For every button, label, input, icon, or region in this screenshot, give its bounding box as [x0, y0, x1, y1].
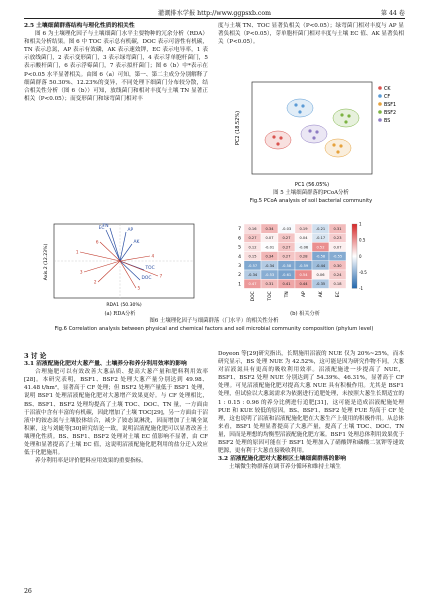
- heatmap-cell-value: 0.15: [248, 254, 257, 259]
- heatmap-cell-value: -0.44: [315, 263, 326, 268]
- running-header: [24, 6, 405, 19]
- pcoa-point-bs-1: [308, 129, 311, 132]
- pcoa-legend-label-cf: CF: [384, 94, 391, 100]
- pcoa-point-bsf1-1: [332, 143, 335, 146]
- heatmap-cell-value: 0.16: [248, 227, 257, 231]
- heatmap-col-label-doc: DOC: [251, 291, 256, 302]
- pcoa-legend-marker-bs: [378, 118, 382, 122]
- pcoa-legend-marker-cf: [378, 94, 382, 98]
- heatmap-cell-value: -0.58: [281, 263, 292, 268]
- pcoa-point-bsf2-3: [344, 120, 347, 123]
- pcoa-ellipse-bsf2: [333, 109, 359, 127]
- heatmap-col-label-ak: AK: [319, 291, 324, 298]
- heatmap-cell-value: 0.52: [316, 245, 325, 250]
- heatmap-cell-value: -0.03: [281, 227, 292, 231]
- pcoa-ylabel: PC2 (18.52%): [235, 110, 241, 146]
- pcoa-point-bsf1-2: [339, 144, 342, 147]
- heatmap-cell-value: 0.28: [299, 254, 308, 259]
- heatmap-cell-value: 0.31: [333, 227, 342, 231]
- pcoa-legend-label-bsf1: BSF1: [384, 102, 397, 108]
- heatmap-cell-value: 0.06: [316, 273, 325, 277]
- figure6a-label: (a) RDA分析: [104, 311, 136, 317]
- heatmap-colorbar: [352, 224, 357, 288]
- colorbar-tick-label: 0.5: [359, 237, 366, 243]
- colorbar-tick-label: 0: [359, 253, 362, 259]
- right-column-bottom: [218, 350, 404, 471]
- pcoa-point-bs-2: [315, 130, 318, 133]
- rda-env-label-tn: TN: [102, 224, 109, 229]
- rda-ylabel: Axis.2 (12.23%): [44, 243, 49, 281]
- rda-species-label-5: 5: [137, 285, 141, 291]
- heatmap-cell-value: 0.18: [333, 282, 342, 287]
- subsection-heading-3-2: 3.2 沼液配施化肥对大葱根区土壤细菌群落的影响: [218, 456, 347, 463]
- heatmap-cell-value: -0.34: [264, 263, 275, 268]
- rda-env-label-ak: AK: [133, 240, 140, 245]
- heatmap-cell-value: 0.04: [299, 236, 308, 241]
- heatmap-cell-value: 0.23: [333, 236, 342, 241]
- volume-label: 第 44 卷: [380, 10, 405, 17]
- page-number: 26: [24, 588, 32, 595]
- rda-species-label-2: 2: [93, 279, 97, 285]
- subsection-heading-3-1: 3.1 沼液配施化肥对大葱产量、土壤养分和养分利用效率的影响: [24, 361, 187, 368]
- pcoa-point-cf-2: [301, 104, 304, 107]
- heatmap-cell-value: 0.19: [299, 227, 308, 231]
- figure6b-label: (b) 相关分析: [290, 311, 320, 317]
- pcoa-point-cf-3: [298, 110, 301, 113]
- heatmap-cell-value: 0.07: [265, 236, 274, 241]
- heatmap-row-label-5: 5: [238, 245, 241, 251]
- heatmap-cell-value: -0.35: [315, 282, 326, 287]
- rda-species-label-4: 4: [151, 253, 155, 259]
- rda-env-label-ec: EC: [98, 226, 105, 231]
- figure5-caption-en: Fig.5 PCoA analysis of soil bacterial community: [249, 197, 373, 204]
- pcoa-legend-marker-bsf1: [378, 102, 382, 106]
- heatmap-cell-value: 0.54: [299, 273, 308, 277]
- heatmap-cell-value: -0.57: [247, 263, 258, 268]
- heatmap-cell-value: -0.21: [315, 227, 326, 231]
- heatmap-cell-value: 0.27: [282, 254, 291, 259]
- figure5-caption-cn: 图 5 土壤细菌群落的PCoA分析: [273, 190, 349, 196]
- heatmap-cell-value: -0.55: [332, 254, 343, 259]
- journal-name: 灌溉排水学报 http://www.ggpsxb.com: [158, 10, 271, 17]
- heatmap-col-label-toc: TOC: [268, 291, 273, 301]
- paragraph-3-1: 合理施肥可以有效改善大葱品质、提高大葱产量和肥料利用效率[28]。本研究表明，BSF1、BSF2 处理大葱产量分别达到 49.98、41.48 t/hm²，显著高于 CF 处理；但 BSF2 处理产量低于 BSF1 处理，说明 BSF1 处理沼液配施化肥对大葱增产效果更好。与 CF 处理相比，BS、BSF1、BSF2 处理均提高了土壤 TOC、DOC、TN 量，一方面由于沼液中含有丰富的有机碳，因此增加了土壤 TOC[29]，另一方面由于沼液中的铵态氮与土壤胶体结合，减少了铵态氮淋洗，因而增加了土壤全氮积累，这与刘蜓等[30]研究结论一致，说明沼液配施化肥可以显著改善土壤理化性质。BS、BSF1、BSF2 处理对土壤 EC 值影响不显著，由 CF 处理和显著提高了土壤 EC 值，这说明沼液配施化肥利用的盐分迁入效应低于化肥施用。: [24, 369, 208, 457]
- heatmap-cell-value: 0.27: [282, 236, 291, 241]
- rda-env-label-doc: DOC: [141, 276, 152, 281]
- heatmap-cell-value: -0.58: [315, 254, 326, 259]
- pcoa-legend: [378, 86, 396, 124]
- pcoa-legend-marker-ck: [378, 86, 382, 90]
- colorbar-tick-label: 1: [359, 222, 362, 227]
- colorbar-tick-label: -0.5: [359, 269, 367, 275]
- pcoa-point-ck-3: [276, 142, 279, 145]
- heatmap-row-label-3: 3: [238, 264, 241, 269]
- rda-species-label-1: 1: [75, 249, 79, 255]
- pcoa-point-bsf2-2: [347, 114, 350, 117]
- pcoa-point-bsf1-3: [336, 150, 339, 153]
- paragraph-3-1-continued: Doyeon 等[29]研究指出，长期施用沼液的 NUE 仅为 20%~25%，而本研究显示，BS 处理 NUE 为 42.52%，这可能是因为研究作物不同，大葱对沼液氮具有更高的吸收利用效率。沼液配施进一步提高了 NUE，BSF1、BSF2 处理 NUE 分别达到了 54.39%、46.31%，显著高于 CF 处理。可见沼液配施化肥对提高大葱 NUE 具有积极作用。尤其是 BSF1 处理，但试验以大葱氮需求为依据进行追肥处理，未按照大葱生长期适宜的 1 : 0.15 : 0.96 的养分比例进行追肥[31]，这可能是造成沼液配施处理 PUE 和 KUE 较低的原因。BS、BSF1、BSF2 处理 FUE 均高于 CF 处理，这也说明了沼液和沼液配施化肥在大葱生产上使用的积极作用。从总体来看，BSF1 处理显著提高了大葱产量，提高了土壤 TOC、DOC、TN 量，因而是理想的均衡型沼液配施化肥方案。BSF1 处理总体利用效果优于 BSF2 处理的原因可能在于 BSF1 处理加入了硝酸钾和磷酸二氢钾等速效肥源，更有利于大葱直接吸收利用。: [218, 351, 404, 455]
- pcoa-point-cf-1: [294, 103, 297, 106]
- heatmap-cell-value: 0.47: [248, 282, 257, 287]
- pcoa-figure: [230, 78, 410, 190]
- heatmap-cell-value: 0.31: [265, 282, 274, 287]
- pcoa-legend-label-ck: CK: [384, 86, 391, 92]
- paragraph-3-2: 土壤微生物群落在调节养分循环和维持土壤生: [229, 464, 341, 471]
- heatmap-cell-value: -0.61: [281, 273, 292, 277]
- heatmap-col-label-ap: AP: [302, 291, 307, 298]
- heatmap-cell-value: 0.12: [248, 245, 257, 250]
- heatmap-cell-value: 0.07: [333, 245, 342, 250]
- heatmap-row-label-4: 4: [238, 254, 241, 260]
- rda-env-label-ap: AP: [127, 228, 134, 233]
- heatmap-cell-value: -0.06: [298, 245, 309, 250]
- pcoa-legend-label-bs: BS: [384, 118, 391, 124]
- heatmap-row-label-2: 2: [238, 273, 241, 279]
- section-heading-2-5: 2.5 土壤细菌群落结构与理化性质的相关性: [24, 23, 135, 29]
- pcoa-ellipse-bsf1: [325, 139, 351, 157]
- paragraph-3-1-b: 养分利用率是评价肥料应用效果的重要指标。: [35, 458, 147, 465]
- heatmap-cell-value: -0.53: [264, 273, 275, 277]
- left-column-bottom: [24, 350, 208, 465]
- pcoa-legend-label-bsf2: BSF2: [384, 110, 397, 116]
- heatmap-cell-value: 0.24: [333, 273, 342, 277]
- rda-species-label-3: 3: [79, 269, 83, 275]
- heatmap-cell-value: 0.44: [299, 282, 308, 287]
- paragraph-2-5-continued: 度与土壤 TN、TOC 显著负相关（P<0.05）；绿弯菌门相对丰度与 AP 显著负相关（P<0.05），芽单胞杆菌门相对丰度与土壤 EC 值、AK 显著负相关（P<0.05）。: [218, 23, 404, 46]
- paragraph-2-5: 图 6 为土壤理化因子与土壤细菌门水平主要物种的冗余分析（RDA）和相关分析结果。图 6 中 TOC 表示总有机碳，DOC 表示可溶性有机碳，TN 表示总氮，AP 表示有效磷，AK 表示速效钾，EC 表示电导率，1 表示放线菌门，2 表示变形菌门，3 表示绿弯菌门，4 表示芽单胞杆菌门，5 表示酸杆菌门，6 表示浮霉菌门，7 表示拟杆菌门；图 6（b）中*表示在 P<0.05 水平显著相关。由图 6（a）可知，第一、第二主成分分别解释了细菌群落 50.30%、12.23%的变异，不同处理下细菌门分布较分散，结合相关性分析（图 6（b））可知，放线菌门和相对丰度与土壤 TN 显著正相关（P<0.05）；而变形菌门和绿弯菌门相对丰: [24, 31, 208, 102]
- figure6-caption: [24, 318, 404, 333]
- left-column-top: [24, 22, 208, 103]
- rda-species-label-7: 7: [159, 273, 163, 279]
- pcoa-ellipse-bs: [301, 125, 327, 143]
- heatmap-row-label-7: 7: [238, 227, 241, 233]
- rda-env-label-toc: TOC: [145, 266, 155, 271]
- pcoa-point-ck-1: [272, 135, 275, 138]
- pcoa-point-bs-3: [312, 136, 315, 139]
- correlation-heatmap: [218, 222, 396, 310]
- heatmap-cell-value: 0.27: [248, 236, 257, 241]
- heatmap-cell-value: -0.59: [298, 263, 309, 268]
- rda-xlabel: RDA1 (50.30%): [106, 303, 142, 308]
- discussion-heading: 3 讨 论: [24, 352, 47, 360]
- heatmap-row-label-6: 6: [238, 236, 241, 242]
- heatmap-cell-value: 0.30: [333, 263, 342, 268]
- pcoa-point-ck-2: [279, 136, 282, 139]
- heatmap-cell-value: -0.01: [264, 245, 275, 250]
- colorbar-tick-label: -1: [359, 286, 363, 291]
- rda-species-label-6: 6: [95, 239, 99, 245]
- heatmap-col-label-tn: TN: [285, 291, 290, 298]
- figure5-caption: [218, 190, 404, 205]
- heatmap-col-label-ec: EC: [336, 291, 341, 298]
- pcoa-ellipse-cf: [287, 99, 313, 117]
- pcoa-point-bsf2-1: [340, 113, 343, 116]
- heatmap-cell-value: -0.34: [247, 273, 258, 277]
- heatmap-cell-value: 0.27: [282, 245, 291, 250]
- pcoa-legend-marker-bsf2: [378, 110, 382, 114]
- figure6-caption-en: Fig.6 Correlation analysis between physical and chemical factors and soil microbial community composition (phylum level): [54, 325, 374, 332]
- heatmap-cell-value: -0.17: [315, 236, 326, 241]
- heatmap-cell-value: 0.34: [265, 254, 274, 259]
- right-column-top: [218, 22, 404, 46]
- rda-figure: [40, 222, 200, 308]
- heatmap-cell-value: 0.41: [282, 282, 291, 287]
- pcoa-xlabel: PC1 (56.05%): [294, 182, 330, 188]
- pcoa-ellipse-ck: [265, 131, 291, 149]
- heatmap-cell-value: 0.34: [265, 227, 274, 231]
- heatmap-row-label-1: 1: [238, 282, 241, 288]
- figure6-caption-cn: 图6 土壤理化因子与细菌群落（门水平）的相关性分析: [149, 318, 279, 324]
